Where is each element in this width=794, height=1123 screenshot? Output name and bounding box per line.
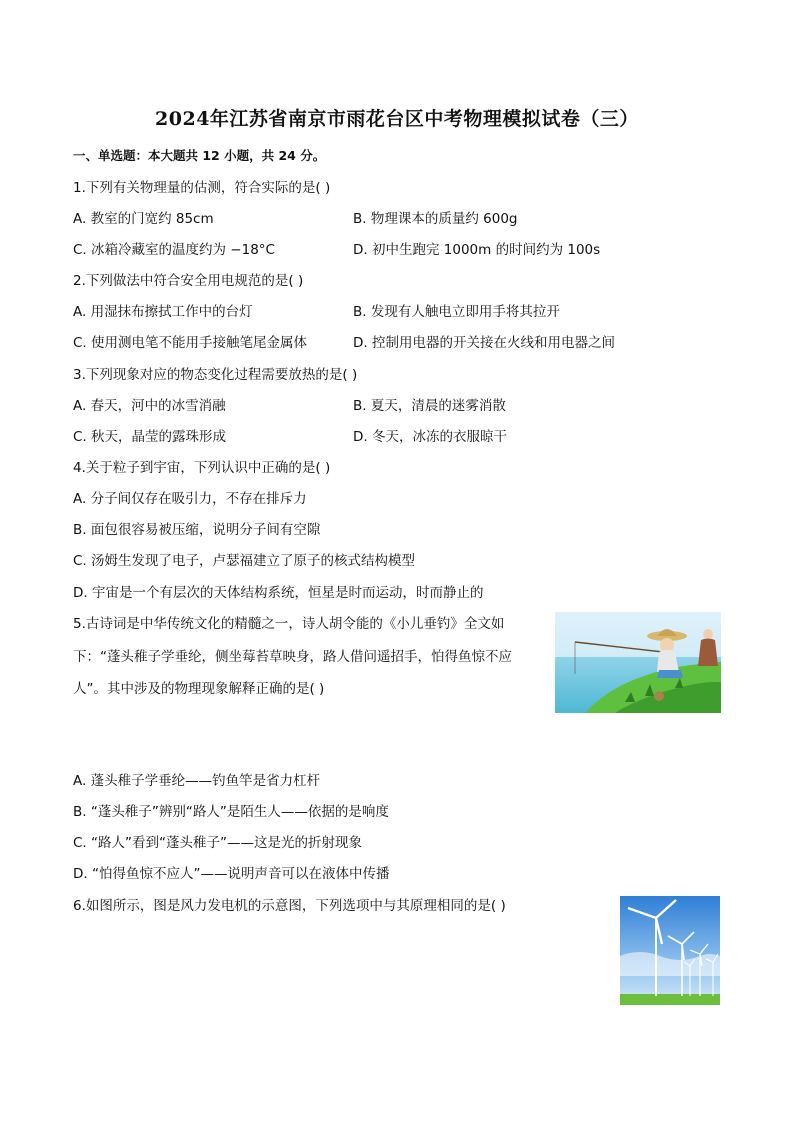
question-5-stem-line-1: 5.古诗词是中华传统文化的精髓之一，诗人胡令能的《小儿垂钓》全文如 (73, 616, 505, 632)
question-1-option-b: B. 物理课本的质量约 600g (353, 211, 518, 227)
question-1-option-c: C. 冰箱冷藏室的温度约为 −18°C (73, 242, 275, 258)
question-5-option-c: C. “路人”看到“蓬头稚子”——这是光的折射现象 (73, 835, 362, 851)
question-5-stem-line-2: 下：“蓬头稚子学垂纶，侧坐莓苔草映身，路人借问遥招手，怕得鱼惊不应 (73, 649, 512, 665)
question-2-option-b: B. 发现有人触电立即用手将其拉开 (353, 304, 560, 320)
question-3-stem: 3.下列现象对应的物态变化过程需要放热的是( ) (73, 367, 358, 383)
question-3-option-a: A. 春天，河中的冰雪消融 (73, 398, 226, 414)
wind-turbines-photo (620, 896, 720, 1005)
fishing-child-illustration (555, 612, 721, 713)
question-2-stem: 2.下列做法中符合安全用电规范的是( ) (73, 273, 304, 289)
question-5-option-a: A. 蓬头稚子学垂纶——钓鱼竿是省力杠杆 (73, 773, 321, 789)
question-3-option-b: B. 夏天，清晨的迷雾消散 (353, 398, 506, 414)
question-1-stem: 1.下列有关物理量的估测，符合实际的是( ) (73, 180, 331, 196)
question-3-option-d: D. 冬天，冰冻的衣服晾干 (353, 429, 507, 445)
section-heading: 一、单选题：本大题共 12 小题，共 24 分。 (73, 148, 326, 163)
question-4-option-b: B. 面包很容易被压缩，说明分子间有空隙 (73, 522, 321, 538)
question-1-option-d: D. 初中生跑完 1000m 的时间约为 100s (353, 242, 601, 258)
question-4-option-c: C. 汤姆生发现了电子，卢瑟福建立了原子的核式结构模型 (73, 553, 416, 569)
question-4-stem: 4.关于粒子到宇宙，下列认识中正确的是( ) (73, 460, 331, 476)
question-5-option-b: B. “蓬头稚子”辨别“路人”是陌生人——依据的是响度 (73, 804, 389, 820)
question-3-option-c: C. 秋天，晶莹的露珠形成 (73, 429, 227, 445)
question-2-option-a: A. 用湿抹布擦拭工作中的台灯 (73, 304, 253, 320)
question-1-option-a: A. 教室的门宽约 85cm (73, 211, 214, 227)
question-5-stem-line-3: 人”。其中涉及的物理现象解释正确的是( ) (73, 681, 325, 697)
question-4-option-a: A. 分子间仅存在吸引力，不存在排斥力 (73, 491, 307, 507)
question-6-stem: 6.如图所示，图是风力发电机的示意图，下列选项中与其原理相同的是( ) (73, 898, 506, 914)
page-title: 2024年江苏省南京市雨花台区中考物理模拟试卷（三） (155, 108, 639, 130)
question-4-option-d: D. 宇宙是一个有层次的天体结构系统，恒星是时而运动，时而静止的 (73, 585, 484, 601)
question-5-option-d: D. “怕得鱼惊不应人”——说明声音可以在液体中传播 (73, 866, 390, 882)
question-2-option-d: D. 控制用电器的开关接在火线和用电器之间 (353, 335, 615, 351)
question-2-option-c: C. 使用测电笔不能用手接触笔尾金属体 (73, 335, 308, 351)
